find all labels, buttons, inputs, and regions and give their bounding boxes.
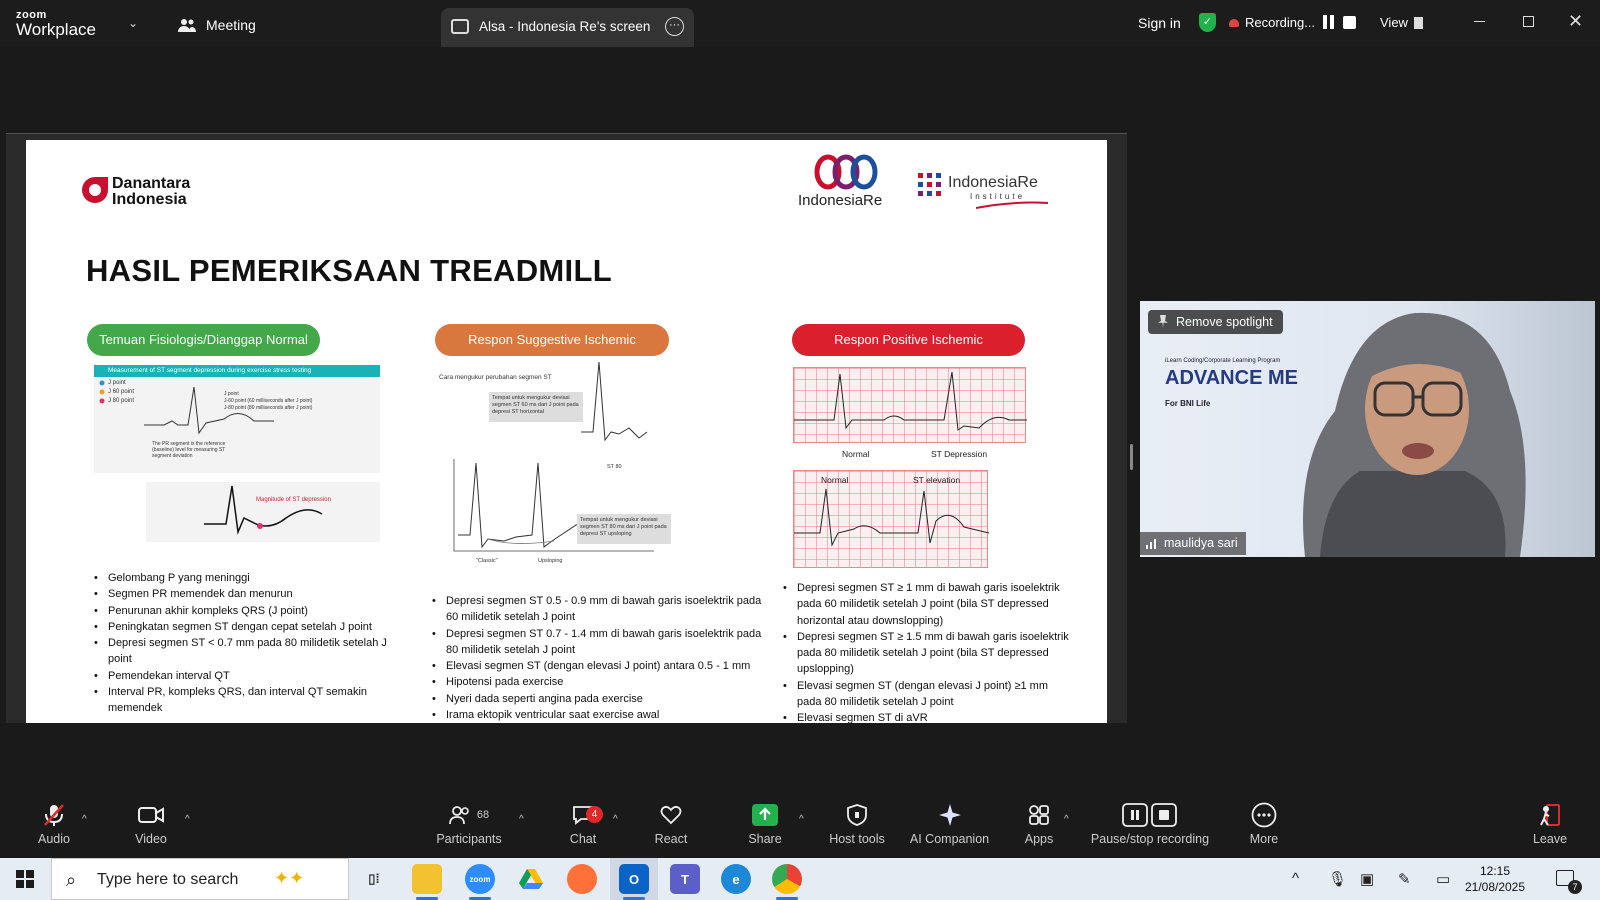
edge-icon[interactable]: e [721, 864, 751, 894]
col1-bullet: • Interval PR, kompleks QRS, dan interval QT semakin memendek [94, 684, 394, 717]
col3-bullet: • Elevasi segmen ST (dengan elevasi J point) ≥1 mm pada 80 milidetik setelah J point [783, 678, 1073, 711]
title-bar [0, 0, 1600, 47]
search-icon: ⌕ [66, 870, 77, 890]
col2-bullets [432, 593, 768, 723]
app-menu-chevron-icon[interactable]: ⌄ [128, 16, 139, 30]
chrome-icon[interactable] [772, 864, 802, 894]
camera-icon [106, 800, 196, 830]
col2-st-measure-trace [581, 362, 651, 442]
col3-st-elevation-strip [793, 470, 988, 568]
view-layout-icon[interactable] [1414, 17, 1423, 29]
zoom-brand-name: Workplace [16, 20, 96, 39]
clock-time: 12:15 [1479, 864, 1511, 878]
leave-door-icon [1505, 800, 1595, 830]
col1-legend-3: J 80 point [108, 398, 135, 404]
signal-strength-icon [1146, 538, 1158, 549]
col3-header: Respon Positive Ischemic [792, 324, 1025, 356]
meeting-tab[interactable] [178, 17, 256, 33]
more-button[interactable] [1219, 800, 1309, 846]
col1-note-2: J-60 point (60 milliseconds after J point) [224, 398, 313, 404]
col3-st-elevation-trace [794, 471, 989, 569]
screen-share-tab-label: Alsa - Indonesia Re's screen [479, 19, 651, 34]
panel-resize-handle[interactable] [1130, 444, 1133, 470]
bg-small-text: iLearn Coding/Corporate Learning Program [1165, 358, 1281, 364]
col1-note-1: J point [224, 391, 239, 397]
participants-count: 68 [476, 809, 490, 821]
col2-bullet: • Nyeri dada seperti angina pada exercise [432, 691, 768, 707]
col2-bullet: • Elevasi segmen ST (dengan elevasi J point) antara 0.5 - 1 mm [432, 658, 768, 674]
col3-img1-label-right: ST Depression [931, 449, 988, 459]
tray-display-icon[interactable]: ▭ [1436, 871, 1451, 888]
danantara-line1: Danantara [112, 175, 191, 192]
col2-bullet: • Irama ektopik ventricular saat exercise awal [432, 707, 768, 723]
taskbar-search-box[interactable] [51, 858, 349, 900]
col3-img2-label-left: Normal [821, 475, 849, 485]
screen-share-tab[interactable] [441, 8, 694, 47]
col1-legend-1: J point [108, 380, 126, 386]
bg-headline-left: ADVANCE ME [1165, 367, 1298, 389]
col1-bullets [94, 570, 394, 717]
apps-button[interactable] [994, 800, 1084, 846]
danantara-line2: Indonesia [112, 191, 187, 208]
pin-icon [1158, 315, 1168, 328]
tray-screen-capture-icon[interactable]: ▣ [1360, 871, 1375, 888]
participant-video-person [1265, 301, 1565, 557]
pause-stop-label: Pause/stop recording [1090, 832, 1210, 846]
maximize-icon[interactable] [1523, 16, 1534, 27]
col2-note-2: Tempat untuk mengukur deviasi segmen ST 80 ms dari J point pada depresi ST upsloping [577, 514, 671, 544]
more-label: More [1249, 832, 1279, 846]
col3-bullet: • Elevasi segmen ST di aVR [783, 710, 1073, 723]
col1-header: Temuan Fisiologis/Dianggap Normal [87, 324, 320, 356]
col3-bullet: • Depresi segmen ST ≥ 1 mm di bawah garis isoelektrik pada 60 milidetik setelah J point (bila ST depressed horizontal atau downslopping) [783, 580, 1073, 629]
col2-img-title: Cara mengukur perubahan segmen ST [439, 374, 552, 381]
participants-button[interactable] [424, 800, 514, 846]
audio-label: Audio [38, 832, 70, 846]
indonesiare-rings-icon [814, 154, 878, 190]
notification-count-badge: 7 [1568, 880, 1582, 894]
participant-name-tag [1140, 532, 1246, 555]
meeting-toolbar [0, 800, 1600, 858]
col1-bullet: • Segmen PR memendek dan menurun [94, 586, 394, 602]
col3-st-depression-trace [794, 368, 1027, 444]
danantara-logo-text [112, 176, 190, 208]
more-icon [1219, 800, 1309, 830]
ai-companion-button[interactable] [902, 800, 997, 846]
react-label: React [654, 832, 688, 846]
participant-name: maulidya sari [1164, 536, 1238, 550]
leave-button[interactable] [1505, 800, 1595, 846]
col2-header: Respon Suggestive Ischemic [435, 324, 669, 356]
col2-classic-upsloping-chart [444, 455, 664, 565]
close-icon[interactable]: ✕ [1568, 11, 1584, 31]
iri-swoosh-icon [976, 201, 1048, 209]
slide-title: HASIL PEMERIKSAAN TREADMILL [86, 253, 612, 288]
share-label: Share [748, 832, 782, 846]
participants-label: Participants [436, 832, 502, 846]
share-options-caret-icon[interactable]: ^ [799, 814, 804, 825]
zoom-app-icon[interactable]: zoom [465, 864, 495, 894]
col2-bullet: • Depresi segmen ST 0.5 - 0.9 mm di bawah garis isoelektrik pada 60 milidetik setelah J point [432, 593, 768, 626]
share-button[interactable] [720, 800, 810, 846]
share-arrow-icon [720, 800, 810, 830]
chat-label: Chat [569, 832, 597, 846]
host-tools-button[interactable] [812, 800, 902, 846]
col1-bullet: • Peningkatan segmen ST dengan cepat setelah J point [94, 619, 394, 635]
cloud-record-icon [1229, 19, 1239, 27]
col1-pr-note: The PR segment is the reference (baseline) level for measuring ST segment deviation [152, 441, 226, 459]
encryption-shield-icon[interactable]: ✓ [1199, 13, 1216, 32]
col2-note-1: Tempat untuk mengukur deviasi segmen ST 60 ms dari J point pada depresi ST horizontal [489, 392, 583, 422]
col3-st-depression-strip [793, 367, 1026, 443]
presentation-slide [26, 140, 1107, 723]
pause-stop-icon [1085, 800, 1215, 830]
col2-classic-label: "Classic" [476, 558, 498, 564]
heart-icon [626, 800, 716, 830]
col1-legend-2: J 60 point [108, 389, 135, 395]
video-button[interactable] [106, 800, 196, 846]
col1-legend-dots [98, 380, 106, 408]
col3-img2-label-right: ST elevation [913, 475, 961, 485]
indonesiare-logo-text: IndonesiaRe [798, 192, 883, 209]
view-button[interactable]: View [1380, 15, 1408, 30]
file-explorer-icon[interactable] [412, 864, 442, 894]
col1-bullet: • Penurunan akhir kompleks QRS (J point) [94, 603, 394, 619]
tray-pen-icon[interactable]: ✎ [1398, 871, 1411, 888]
col1-note-3: J-80 point (80 milliseconds after J point) [224, 405, 313, 411]
meeting-tab-label: Meeting [206, 17, 256, 33]
windows-start-icon[interactable] [16, 870, 34, 888]
col3-bullet: • Depresi segmen ST ≥ 1.5 mm di bawah garis isoelektrik pada 80 milidetik setelah J point (bila ST depressed upslopping) [783, 629, 1073, 678]
col2-upsloping-label: Upsloping [538, 558, 563, 564]
col1-ecg-diagram [94, 365, 380, 473]
outlook-icon[interactable]: O [619, 864, 649, 894]
participants-options-caret-icon[interactable]: ^ [519, 814, 524, 825]
zoom-brand-small: zoom [16, 9, 47, 21]
bg-for-text: For BNI Life [1165, 399, 1211, 408]
col1-st-depression-diagram [146, 482, 380, 542]
danantara-logo-icon [82, 177, 108, 203]
iri-grid-icon [918, 173, 942, 197]
minimize-icon[interactable] [1474, 21, 1485, 22]
col2-bullet: • Depresi segmen ST 0.7 - 1.4 mm di bawah garis isoelektrik pada 80 milidetik setelah J point [432, 626, 768, 659]
col1-st-depression-trace [146, 482, 380, 542]
col1-bullet: • Gelombang P yang meninggi [94, 570, 394, 586]
col2-st80-label: ST 80 [607, 464, 622, 470]
tray-chevron-icon[interactable]: ^ [1292, 870, 1300, 887]
tray-mic-icon[interactable]: 🎙 [1328, 871, 1348, 888]
participants-icon [424, 800, 514, 830]
col1-bullet: • Pemendekan interval QT [94, 668, 394, 684]
col3-bullets [783, 580, 1073, 723]
people-icon [178, 17, 196, 33]
tab-more-icon[interactable]: ··· [665, 17, 684, 36]
screen-icon [451, 19, 469, 34]
chat-options-caret-icon[interactable]: ^ [613, 814, 618, 825]
col2-bullet: • Hipotensi pada exercise [432, 674, 768, 690]
host-tools-label: Host tools [829, 832, 885, 846]
windows-taskbar [0, 858, 1600, 900]
pause-stop-recording-button[interactable] [1085, 800, 1215, 846]
chat-unread-badge: 4 [586, 806, 603, 823]
video-label: Video [135, 832, 167, 846]
search-highlight-icon: ✦✦ [274, 868, 305, 888]
video-options-caret-icon[interactable]: ^ [185, 814, 190, 825]
react-button[interactable] [626, 800, 716, 846]
recording-stop-icon[interactable] [1343, 16, 1356, 29]
recording-status[interactable] [1229, 15, 1315, 30]
remove-spotlight-label: Remove spotlight [1176, 315, 1273, 329]
ai-companion-label: AI Companion [909, 832, 990, 846]
remove-spotlight-button[interactable] [1148, 310, 1283, 334]
signin-button[interactable]: Sign in [1138, 15, 1181, 31]
col1-depression-label: Magnitude of ST depression [256, 497, 331, 503]
recording-pause-icon[interactable] [1320, 15, 1336, 31]
video-tile[interactable] [1140, 301, 1595, 557]
col3-img1-label-left: Normal [842, 449, 870, 459]
clock-date: 21/08/2025 [1464, 880, 1526, 894]
apps-options-caret-icon[interactable]: ^ [1064, 814, 1069, 825]
col1-img-title: Measurement of ST segment depression during exercise stress testing [94, 365, 380, 377]
taskbar-clock[interactable] [1460, 863, 1530, 895]
iri-logo-subtext: Institute [970, 192, 1026, 201]
audio-options-caret-icon[interactable]: ^ [82, 814, 87, 825]
firefox-icon[interactable] [567, 864, 597, 894]
teams-icon[interactable]: T [670, 864, 700, 894]
google-drive-icon[interactable] [516, 864, 546, 894]
col1-bullet: • Depresi segmen ST < 0.7 mm pada 80 milidetik setelah J point [94, 635, 394, 668]
ai-sparkle-icon [902, 800, 997, 830]
iri-logo-text: IndonesiaRe [948, 174, 1038, 191]
search-placeholder: Type here to search [97, 871, 239, 888]
task-view-icon[interactable]: ▯⁞ [368, 871, 380, 886]
leave-label: Leave [1532, 832, 1568, 846]
apps-icon [994, 800, 1084, 830]
recording-label: Recording... [1245, 15, 1316, 30]
apps-label: Apps [1024, 832, 1054, 846]
host-shield-icon [812, 800, 902, 830]
